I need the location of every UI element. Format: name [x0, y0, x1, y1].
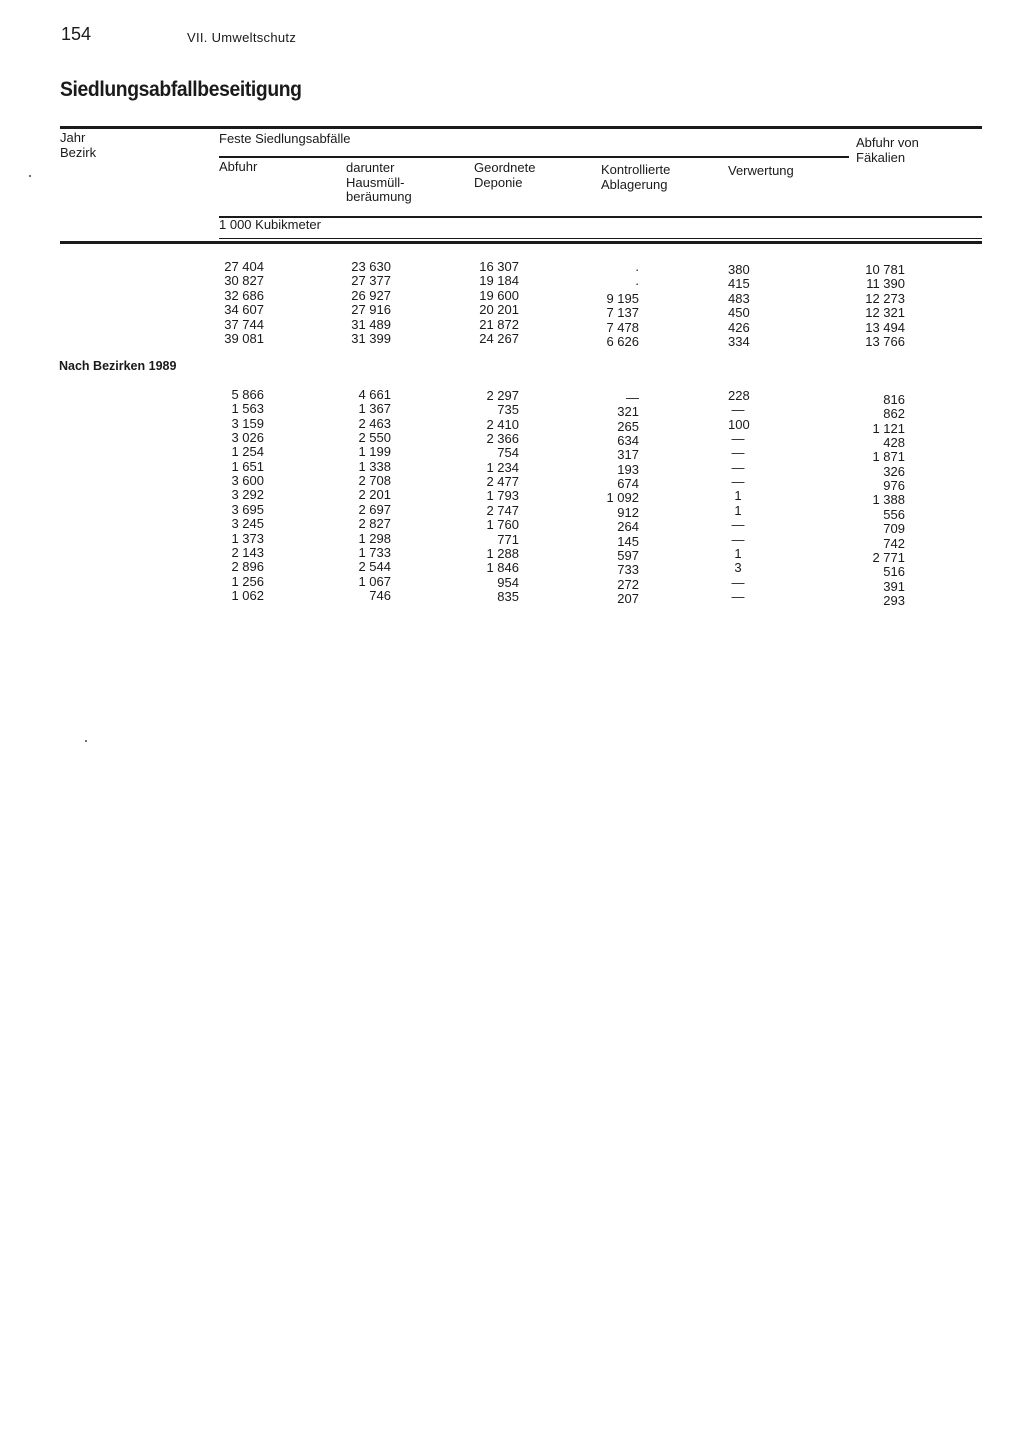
- table-row: [0, 415, 1024, 436]
- cell-abfuhr: 1 254: [231, 444, 264, 460]
- cell-kontrollierte: .: [635, 259, 639, 274]
- header-kontrollierte-line1: Kontrollierte: [601, 162, 671, 177]
- header-faekalien-line2: Fäkalien: [856, 149, 906, 165]
- cell-faekalien: 10 781: [865, 262, 905, 277]
- header-faekalien: [856, 136, 919, 165]
- cell-verwertung: 426: [728, 319, 750, 335]
- cell-kontrollierte: —: [626, 390, 639, 405]
- cell-faekalien: 12 273: [865, 290, 905, 306]
- table-row: [0, 444, 1024, 465]
- cell-verwertung: 228: [728, 388, 750, 403]
- cell-deponie: 2 366: [486, 431, 519, 447]
- cell-darunter: 1 367: [358, 401, 391, 417]
- cell-kontrollierte: 6 626: [606, 334, 639, 349]
- cell-abfuhr: 2 143: [231, 544, 264, 560]
- table-row: [0, 487, 1024, 508]
- table-row: [0, 287, 1024, 306]
- table-row: [0, 501, 1024, 522]
- cell-kontrollierte: 597: [617, 547, 639, 563]
- header-group-rule: [219, 156, 849, 158]
- header-group-feste: Feste Siedlungsabfälle: [219, 131, 351, 146]
- cell-kontrollierte: 264: [617, 519, 639, 535]
- cell-abfuhr: 32 686: [224, 287, 264, 303]
- unit-label: 1 000 Kubikmeter: [219, 217, 321, 232]
- cell-abfuhr: 1 651: [231, 458, 264, 474]
- cell-abfuhr: 3 245: [231, 516, 264, 532]
- header-abfuhr: Abfuhr: [219, 159, 258, 174]
- cell-abfuhr: 34 607: [224, 302, 264, 318]
- cell-abfuhr: 3 600: [231, 473, 264, 489]
- cell-kontrollierte: 265: [617, 418, 639, 434]
- header-faekalien-line1: Abfuhr von: [856, 135, 919, 150]
- cell-deponie: 835: [497, 588, 519, 604]
- cell-faekalien: 12 321: [865, 305, 905, 321]
- cell-deponie: 2 477: [486, 474, 519, 490]
- cell-deponie: 954: [497, 574, 519, 590]
- cell-darunter: 2 463: [358, 415, 391, 431]
- cell-kontrollierte: 674: [617, 476, 639, 492]
- cell-verwertung: —: [731, 431, 745, 447]
- cell-faekalien: 556: [883, 506, 905, 522]
- cell-faekalien: 2 771: [872, 549, 905, 565]
- cell-faekalien: 293: [883, 592, 905, 608]
- cell-darunter: 1 338: [358, 458, 391, 474]
- cell-verwertung: —: [731, 474, 745, 490]
- cell-abfuhr: 3 159: [231, 415, 264, 431]
- cell-kontrollierte: .: [635, 273, 639, 289]
- cell-faekalien: 13 766: [865, 334, 905, 349]
- table-row: [0, 544, 1024, 565]
- cell-darunter: 26 927: [351, 287, 391, 303]
- district-heading: Nach Bezirken 1989: [59, 359, 177, 373]
- cell-verwertung: 483: [728, 290, 750, 306]
- cell-faekalien: 13 494: [865, 319, 905, 335]
- cell-kontrollierte: 272: [617, 576, 639, 592]
- cell-abfuhr: 1 256: [231, 573, 264, 589]
- cell-faekalien: 391: [883, 578, 905, 594]
- header-darunter-line1: darunter: [346, 160, 395, 175]
- cell-kontrollierte: 733: [617, 562, 639, 578]
- cell-faekalien: 428: [883, 435, 905, 451]
- scan-speck: [85, 740, 87, 742]
- table-top-rule: [60, 126, 982, 129]
- cell-darunter: 2 544: [358, 559, 391, 575]
- cell-deponie: 735: [497, 402, 519, 418]
- table-row: [0, 259, 1024, 277]
- table-row: [0, 516, 1024, 537]
- header-stub-bezirk: Bezirk: [60, 144, 97, 160]
- cell-darunter: 2 201: [358, 487, 391, 503]
- cell-faekalien: 1 388: [872, 492, 905, 508]
- cell-deponie: 16 307: [479, 259, 519, 274]
- cell-kontrollierte: 321: [617, 404, 639, 420]
- cell-darunter: 746: [369, 587, 391, 603]
- cell-abfuhr: 1 062: [231, 587, 264, 603]
- cell-darunter: 31 399: [351, 331, 391, 346]
- cell-darunter: 2 827: [358, 516, 391, 532]
- cell-verwertung: —: [731, 459, 745, 475]
- cell-deponie: 24 267: [479, 331, 519, 346]
- cell-abfuhr: 37 744: [224, 316, 264, 332]
- cell-faekalien: 976: [883, 478, 905, 494]
- page-title: Siedlungsabfallbeseitigung: [60, 78, 302, 101]
- cell-darunter: 1 199: [358, 444, 391, 460]
- header-bottom-rule-2: [219, 238, 982, 239]
- cell-abfuhr: 27 404: [224, 259, 264, 274]
- cell-kontrollierte: 1 092: [606, 490, 639, 506]
- cell-kontrollierte: 7 137: [606, 305, 639, 321]
- cell-kontrollierte: 207: [617, 590, 639, 606]
- table-row: [0, 401, 1024, 422]
- cell-deponie: 19 184: [479, 273, 519, 289]
- header-deponie: [474, 161, 535, 190]
- cell-verwertung: 450: [728, 305, 750, 321]
- cell-faekalien: 516: [883, 564, 905, 580]
- header-kontrollierte-line2: Ablagerung: [601, 176, 668, 192]
- page-number: 154: [61, 24, 92, 44]
- cell-faekalien: 709: [883, 521, 905, 537]
- table-row: [0, 387, 1024, 407]
- cell-verwertung: —: [731, 531, 745, 547]
- table-row: [0, 458, 1024, 479]
- cell-faekalien: 742: [883, 535, 905, 551]
- cell-verwertung: —: [731, 588, 745, 604]
- table-row: [0, 587, 1024, 608]
- cell-verwertung: 415: [728, 276, 750, 292]
- cell-darunter: 31 489: [351, 316, 391, 332]
- header-kontrollierte: [601, 163, 670, 192]
- cell-kontrollierte: 145: [617, 533, 639, 549]
- header-deponie-line1: Geordnete: [474, 160, 536, 175]
- cell-deponie: 20 201: [479, 302, 519, 318]
- header-darunter-line2: Hausmüll-: [346, 174, 405, 190]
- cell-darunter: 2 697: [358, 501, 391, 517]
- header-unit-rule: [219, 216, 982, 218]
- cell-verwertung: 1: [734, 545, 742, 561]
- cell-verwertung: 100: [728, 416, 750, 432]
- cell-darunter: 2 550: [358, 430, 391, 446]
- cell-darunter: 1 733: [358, 544, 391, 560]
- cell-faekalien: 1 121: [872, 420, 905, 436]
- cell-darunter: 27 377: [351, 273, 391, 289]
- header-stub-jahr: Jahr: [60, 130, 86, 145]
- cell-abfuhr: 30 827: [224, 273, 264, 289]
- table-row: [0, 559, 1024, 580]
- cell-deponie: 1 288: [486, 545, 519, 561]
- cell-kontrollierte: 912: [617, 504, 639, 520]
- cell-abfuhr: 3 292: [231, 487, 264, 503]
- cell-abfuhr: 1 563: [231, 401, 264, 417]
- cell-deponie: 2 297: [486, 388, 519, 403]
- cell-deponie: 1 793: [486, 488, 519, 504]
- header-deponie-line2: Deponie: [474, 174, 523, 190]
- cell-faekalien: 11 390: [866, 276, 905, 292]
- table-row: [0, 573, 1024, 594]
- cell-kontrollierte: 193: [617, 461, 639, 477]
- cell-faekalien: 1 871: [872, 449, 905, 465]
- cell-deponie: 754: [497, 445, 519, 461]
- table-row: [0, 530, 1024, 551]
- cell-kontrollierte: 9 195: [606, 290, 639, 306]
- cell-deponie: 1 846: [486, 560, 519, 576]
- header-darunter: [346, 161, 412, 205]
- cell-verwertung: —: [731, 574, 745, 590]
- scan-speck: [29, 175, 31, 177]
- cell-darunter: 4 661: [358, 387, 391, 402]
- cell-faekalien: 326: [883, 463, 905, 479]
- header-stub: [60, 131, 96, 160]
- cell-abfuhr: 3 026: [231, 430, 264, 446]
- table-row: [0, 302, 1024, 321]
- cell-deponie: 2 747: [486, 502, 519, 518]
- cell-faekalien: 862: [883, 406, 905, 422]
- cell-verwertung: 3: [734, 560, 742, 576]
- table-row: [0, 273, 1024, 292]
- cell-verwertung: 1: [734, 502, 742, 518]
- cell-abfuhr: 2 896: [231, 559, 264, 575]
- section-title: VII. Umweltschutz: [187, 30, 297, 45]
- cell-deponie: 1 760: [486, 517, 519, 533]
- cell-verwertung: —: [731, 445, 745, 461]
- cell-deponie: 1 234: [486, 459, 519, 475]
- header-darunter-line3: beräumung: [346, 189, 412, 204]
- cell-darunter: 27 916: [351, 302, 391, 318]
- table-row: [0, 316, 1024, 335]
- cell-darunter: 23 630: [351, 259, 391, 274]
- cell-deponie: 21 872: [479, 316, 519, 332]
- header-verwertung: Verwertung: [728, 163, 794, 178]
- cell-kontrollierte: 7 478: [606, 319, 639, 335]
- cell-darunter: 1 298: [358, 530, 391, 546]
- cell-verwertung: —: [731, 517, 745, 533]
- cell-verwertung: 1: [734, 488, 742, 504]
- cell-abfuhr: 1 373: [231, 530, 264, 546]
- cell-darunter: 1 067: [358, 573, 391, 589]
- table-row: [0, 430, 1024, 451]
- cell-faekalien: 816: [883, 392, 905, 407]
- cell-deponie: 2 410: [486, 416, 519, 432]
- cell-deponie: 19 600: [479, 287, 519, 303]
- cell-kontrollierte: 634: [617, 433, 639, 449]
- table-row: [0, 331, 1024, 349]
- cell-kontrollierte: 317: [617, 447, 639, 463]
- cell-verwertung: 380: [728, 262, 750, 277]
- cell-abfuhr: 3 695: [231, 501, 264, 517]
- cell-verwertung: 334: [728, 334, 750, 349]
- cell-verwertung: —: [731, 402, 745, 418]
- cell-darunter: 2 708: [358, 473, 391, 489]
- cell-abfuhr: 39 081: [224, 331, 264, 346]
- table-row: [0, 473, 1024, 494]
- cell-abfuhr: 5 866: [231, 387, 264, 402]
- cell-deponie: 771: [497, 531, 519, 547]
- header-bottom-rule: [60, 241, 982, 244]
